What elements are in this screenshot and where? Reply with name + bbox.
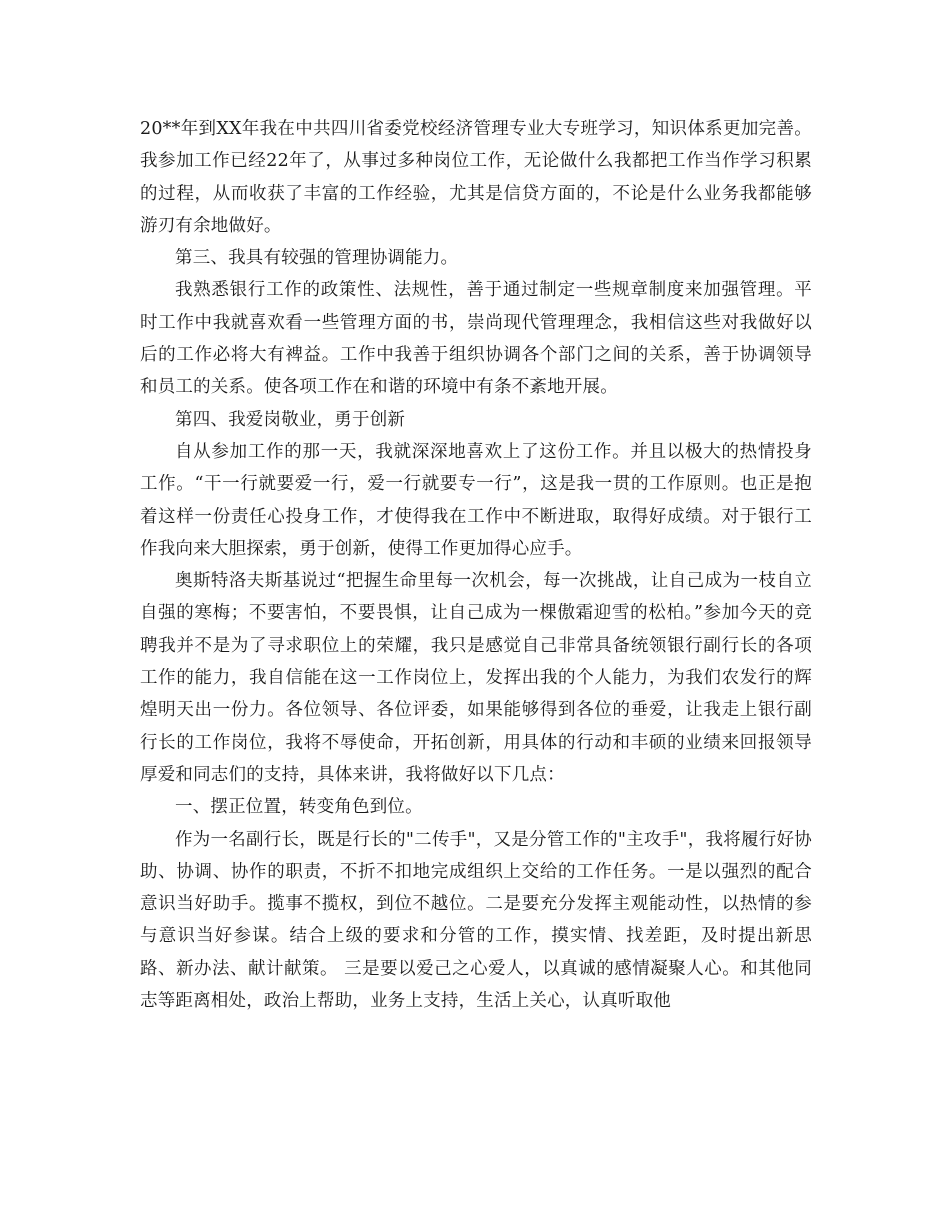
- paragraph-1: 20**年到XX年我在中共四川省委党校经济管理专业大专班学习，知识体系更加完善。我参加工作已经22年了，从事过多种岗位工作，无论做什么我都把工作当作学习积累的过程，从而收获了丰富的工作经验，尤其是信贷方面的，不论是什么业务我都能够游刃有余地做好。: [140, 119, 812, 236]
- heading-position: 一、摆正位置，转变角色到位。: [175, 797, 423, 818]
- document-page: [140, 113, 812, 1017]
- heading-management-ability: 第三、我具有较强的管理协调能力。: [175, 248, 459, 269]
- paragraph-8: 作为一名副行长，既是行长的"二传手"，又是分管工作的"主攻手"，我将履行好协助、协调、协作的职责，不折不扣地完成组织上交给的工作任务。一是以强烈的配合意识当好助手。揽事不揽权，到位不越位。二是要充分发挥主观能动性，以热情的参与意识当好参谋。结合上级的要求和分管的工作，摸实情、找差距，及时提出新思路、新办法、献计献策。 三是要以爱己之心爱人，以真诚的感情凝聚人心。和其他同志等距离相处，政治上帮助，业务上支持，生活上关心，认真听取他: [140, 829, 812, 1012]
- paragraph-6: 奥斯特洛夫斯基说过“把握生命里每一次机会，每一次挑战，让自己成为一枝自立自强的寒梅；不要害怕，不要畏惧，让自己成为一棵傲霜迎雪的松柏。”参加今天的竞聘我并不是为了寻求职位上的荣耀，我只是感觉自己非常具备统领银行副行长的各项工作的能力，我自信能在这一工作岗位上，发挥出我的个人能力，为我们农发行的辉煌明天出一份力。各位领导、各位评委，如果能够得到各位的垂爱，让我走上银行副行长的工作岗位，我将不辱使命，开拓创新，用具体的行动和丰硕的业绩来回报领导厚爱和同志们的支持，具体来讲，我将做好以下几点：: [140, 571, 812, 785]
- paragraph-5: 自从参加工作的那一天，我就深深地喜欢上了这份工作。并且以极大的热情投身工作。“干一行就要爱一行，爱一行就要专一行”，这是我一贯的工作原则。也正是抱着这样一份责任心投身工作，才使得我在工作中不断进取，取得好成绩。对于银行工作我向来大胆探索，勇于创新，使得工作更加得心应手。: [140, 441, 812, 559]
- paragraph-3: 我熟悉银行工作的政策性、法规性，善于通过制定一些规章制度来加强管理。平时工作中我就喜欢看一些管理方面的书，崇尚现代管理理念，我相信这些对我做好以后的工作必将大有裨益。工作中我善于组织协调各个部门之间的关系，善于协调领导和员工的关系。使各项工作在和谐的环境中有条不紊地开展。: [140, 280, 812, 398]
- heading-dedication: 第四、我爱岗敬业，勇于创新: [175, 409, 406, 430]
